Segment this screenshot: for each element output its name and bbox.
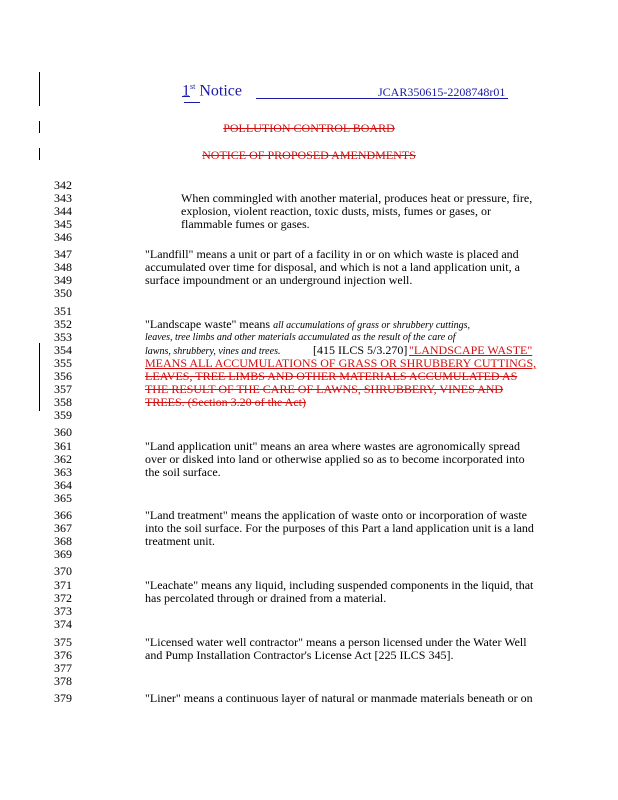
text-line: accumulated over time for disposal, and which is not a land application unit, a [145, 260, 520, 274]
line-number: 363 [54, 465, 72, 479]
line-number: 347 [54, 247, 72, 261]
definition-lead: "Landscape waste" means [145, 317, 274, 331]
line-number: 373 [54, 604, 72, 618]
line-number: 369 [54, 547, 72, 561]
deleted-text: LEAVES, TREE LIMBS AND OTHER MATERIALS ACCUMULATED AS [145, 369, 518, 383]
line-number: 343 [54, 191, 72, 205]
statutory-text: lawns, shrubbery, vines and trees. [145, 346, 281, 357]
line-number: 370 [54, 564, 72, 578]
deleted-text: "LANDSCAPE WASTE" [409, 343, 533, 357]
line-number: 346 [54, 230, 72, 244]
line-number: 352 [54, 317, 72, 331]
line-number: 357 [54, 382, 72, 396]
deleted-text: THE RESULT OF THE CARE OF LAWNS, SHRUBBERY, VINES AND [145, 382, 504, 396]
line-number: 353 [54, 330, 72, 344]
line-number: 342 [54, 178, 72, 192]
text-line: When commingled with another material, produces heat or pressure, fire, [181, 191, 533, 205]
line-number: 354 [54, 343, 72, 357]
document-id: JCAR350615-2208748r01 [378, 85, 506, 99]
statutory-text: leaves, tree limbs and other materials accumulated as the result of the care of [145, 332, 456, 343]
text-line: over or disked into land or otherwise applied so as to become incorporated into [145, 452, 525, 466]
line-number: 376 [54, 648, 72, 662]
text-line: "Landfill" means a unit or part of a facility in or on which waste is placed and [145, 247, 519, 261]
notice-subtitle: NOTICE OF PROPOSED AMENDMENTS [202, 148, 416, 162]
deleted-text: TREES. (Section 3.20 of the Act) [145, 395, 306, 409]
text-line: has percolated through or drained from a material. [145, 591, 387, 605]
change-bar [39, 343, 40, 411]
line-number: 379 [54, 691, 72, 705]
line-number: 378 [54, 674, 72, 688]
line-number: 356 [54, 369, 72, 383]
line-number: 374 [54, 617, 72, 631]
line-number: 344 [54, 204, 72, 218]
text-line: "Liner" means a continuous layer of natural or manmade materials beneath or on [145, 691, 533, 705]
line-number: 368 [54, 534, 72, 548]
text-line [145, 318, 470, 332]
line-number: 362 [54, 452, 72, 466]
board-title: POLLUTION CONTROL BOARD [223, 121, 395, 135]
line-number: 358 [54, 395, 72, 409]
notice-rule-short [184, 102, 200, 103]
line-number: 371 [54, 578, 72, 592]
line-number: 375 [54, 635, 72, 649]
line-number: 367 [54, 521, 72, 535]
text-line: explosion, violent reaction, toxic dusts, mists, fumes or gases, or [181, 204, 491, 218]
notice-number: 1 [182, 82, 190, 100]
line-number: 351 [54, 304, 72, 318]
text-line: and Pump Installation Contractor's License Act [225 ILCS 345]. [145, 648, 454, 662]
citation: [415 ILCS 5/3.270] [313, 343, 408, 357]
text-line: into the soil surface. For the purposes of this Part a land application unit is a land [145, 521, 534, 535]
text-line: the soil surface. [145, 465, 221, 479]
line-number: 350 [54, 286, 72, 300]
notice-label: Notice [199, 82, 242, 100]
line-number: 360 [54, 425, 72, 439]
line-number: 372 [54, 591, 72, 605]
notice-heading [182, 82, 242, 100]
line-number: 345 [54, 217, 72, 231]
text-line: surface impoundment or an underground injection well. [145, 273, 413, 287]
notice-number-suffix: st [190, 82, 196, 91]
text-line: "Land treatment" means the application of waste onto or incorporation of waste [145, 508, 528, 522]
text-line: "Licensed water well contractor" means a person licensed under the Water Well [145, 635, 527, 649]
text-line: treatment unit. [145, 534, 215, 548]
line-number: 359 [54, 408, 72, 422]
line-number: 366 [54, 508, 72, 522]
line-number: 348 [54, 260, 72, 274]
text-line: "Land application unit" means an area where wastes are agronomically spread [145, 439, 520, 453]
line-number: 355 [54, 356, 72, 370]
line-number: 377 [54, 661, 72, 675]
line-number: 361 [54, 439, 72, 453]
line-number: 365 [54, 491, 72, 505]
statutory-text: all accumulations of grass or shrubbery cuttings, [273, 320, 471, 331]
text-line: "Leachate" means any liquid, including suspended components in the liquid, that [145, 578, 534, 592]
change-bar [39, 72, 40, 106]
text-line: flammable fumes or gases. [181, 217, 310, 231]
line-number: 364 [54, 478, 72, 492]
line-number: 349 [54, 273, 72, 287]
deleted-text: MEANS ALL ACCUMULATIONS OF GRASS OR SHRUBBERY CUTTINGS, [145, 356, 537, 370]
